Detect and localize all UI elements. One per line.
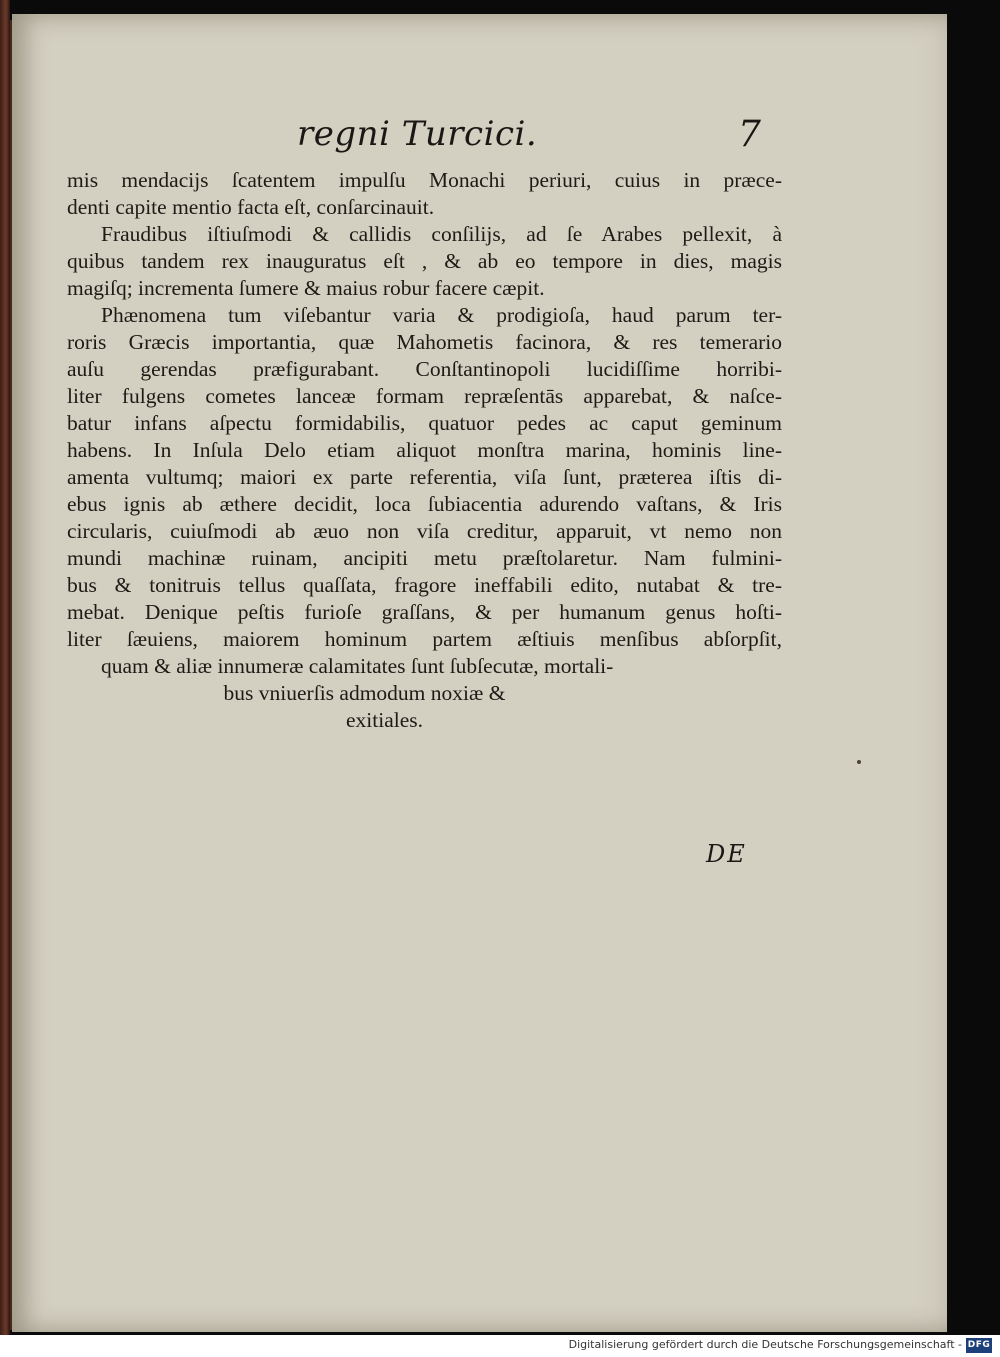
text-line: roris Græcis importantia, quæ Mahometis facinora, & res temerario (67, 330, 782, 354)
catchword: DE (706, 840, 747, 868)
book-spine-edge (0, 0, 10, 1335)
text-line: magiſq; incrementa ſumere & maius robur facere cæpit. (67, 276, 545, 300)
text-line: auſu gerendas præfigurabant. Conſtantinopoli lucidiſſime horribi- (67, 357, 782, 381)
footer-bar (0, 1335, 1000, 1357)
body-text (67, 167, 782, 734)
text-line: liter fulgens cometes lanceæ formam repræſentās apparebat, & naſce- (67, 384, 782, 408)
text-line: exitiales. (345, 708, 423, 732)
text-line: circularis, cuiuſmodi ab æuo non viſa creditur, apparuit, vt nemo non (67, 519, 782, 543)
book-page (12, 14, 947, 1332)
text-line: mis mendacijs ſcatentem impulſu Monachi periuri, cuius in præce- (67, 168, 782, 192)
text-line: batur infans aſpectu formidabilis, quatuor pedes ac caput geminum (67, 411, 782, 435)
running-head (12, 114, 947, 166)
text-line: quam & aliæ innumeræ calamitates ſunt ſubſecutæ, mortali- (101, 654, 614, 678)
text-line: Phænomena tum viſebantur varia & prodigioſa, haud parum ter- (101, 303, 782, 327)
running-title: regni Turcici. (297, 114, 538, 154)
dfg-logo-icon: DFG (966, 1338, 992, 1353)
text-line: Fraudibus iſtiuſmodi & callidis conſilijs, ad ſe Arabes pellexit, à (101, 222, 782, 246)
text-line: amenta vultumq; maiori ex parte referentia, viſa ſunt, præterea iſtis di- (67, 465, 782, 489)
text-line: liter ſæuiens, maiorem hominum partem æſtiuis menſibus abſorpſit, (67, 627, 782, 651)
text-line: ebus ignis ab æthere decidit, loca ſubiacentia adurendo vaſtans, & Iris (67, 492, 782, 516)
text-line: mebat. Denique peſtis furioſe graſſans, & per humanum genus hoſti- (67, 600, 782, 624)
text-line: mundi machinæ ruinam, ancipiti metu præſtolaretur. Nam fulmini- (67, 546, 782, 570)
page-number: 7 (738, 114, 761, 155)
text-line: habens. In Inſula Delo etiam aliquot monſtra marina, hominis line- (67, 438, 782, 462)
paper-speck (857, 760, 861, 764)
text-line: quibus tandem rex inauguratus eſt , & ab eo tempore in dies, magis (67, 249, 782, 273)
funding-credit: Digitalisierung gefördert durch die Deutsche Forschungsgemeinschaft - (568, 1338, 962, 1351)
text-line: denti capite mentio facta eſt, conſarcinauit. (67, 195, 435, 219)
text-line: bus & tonitruis tellus quaſſata, fragore ineffabili edito, nutabat & tre- (67, 573, 782, 597)
text-line: bus vniuerſis admodum noxiæ & (223, 681, 506, 705)
